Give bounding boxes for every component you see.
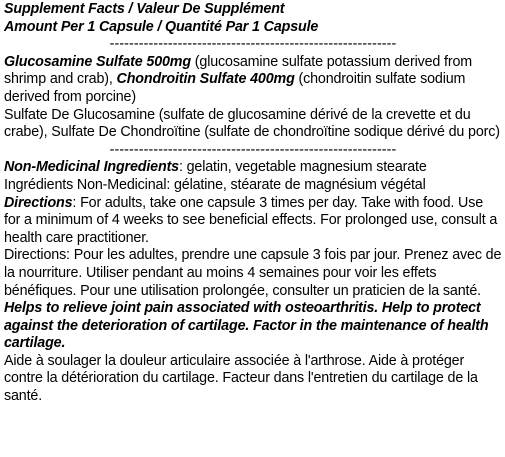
non-medicinal-french: Ingrédients Non-Medicinal: gélatine, stéarate de magnésium végétal <box>4 176 426 193</box>
directions-label: Directions <box>4 194 73 211</box>
directions-french: Directions: Pour les adultes, prendre une capsule 3 fois par jour. Prenez avec de la nourriture. Utiliser pendant au moins 4 semaines pour voir les effets bénéfiques. Pour une utilisation prolongée, consulter un praticien de la santé. <box>4 247 502 299</box>
glucosamine-desc: (glucosamine sulfate potassium derived from shrimp and crab), <box>4 53 473 88</box>
claims-english: Helps to relieve joint pain associated with osteoarthritis. Help to protect against the deterioration of cartilage. Factor in the maintenance of health cartilage. <box>4 300 489 352</box>
supplement-facts-panel <box>4 1 502 406</box>
chondroitin-desc: (chondroitin sulfate sodium derived from porcine) <box>4 71 466 105</box>
non-medicinal-english <box>4 159 502 177</box>
directions-english <box>4 195 502 248</box>
claims-french: Aide à soulager la douleur articulaire associée à l'arthrose. Aide à protéger contre la détérioration du cartilage. Facteur dans l'entretien du cartilage de la santé. <box>4 352 478 405</box>
header-amount: Amount Per 1 Capsule / Quantité Par 1 Capsule <box>4 18 319 35</box>
medicinal-ingredients-english <box>4 54 502 107</box>
glucosamine-label: Glucosamine Sulfate 500mg <box>4 53 191 70</box>
non-medicinal-label: Non-Medicinal Ingredients <box>4 159 179 176</box>
divider-top: ----------------------------------------------------------- <box>109 36 397 53</box>
divider-bottom: ----------------------------------------------------------- <box>109 141 397 158</box>
non-medicinal-text: : gelatin, vegetable magnesium stearate <box>178 159 427 176</box>
header-title: Supplement Facts / Valeur De Supplément <box>4 1 285 17</box>
medicinal-ingredients-french: Sulfate De Glucosamine (sulfate de glucosamine dérivé de la crevette et du crabe), Sulfate De Chondroïtine (sulfate de chondroïtine sodique dérivé du porc) <box>4 106 500 141</box>
chondroitin-label: Chondroitin Sulfate 400mg <box>116 71 295 88</box>
directions-text: : For adults, take one capsule 3 times per day. Take with food. Use for a minimum of 4 weeks to see beneficial effects. For prolonged use, consult a health care practitioner. <box>4 194 498 246</box>
